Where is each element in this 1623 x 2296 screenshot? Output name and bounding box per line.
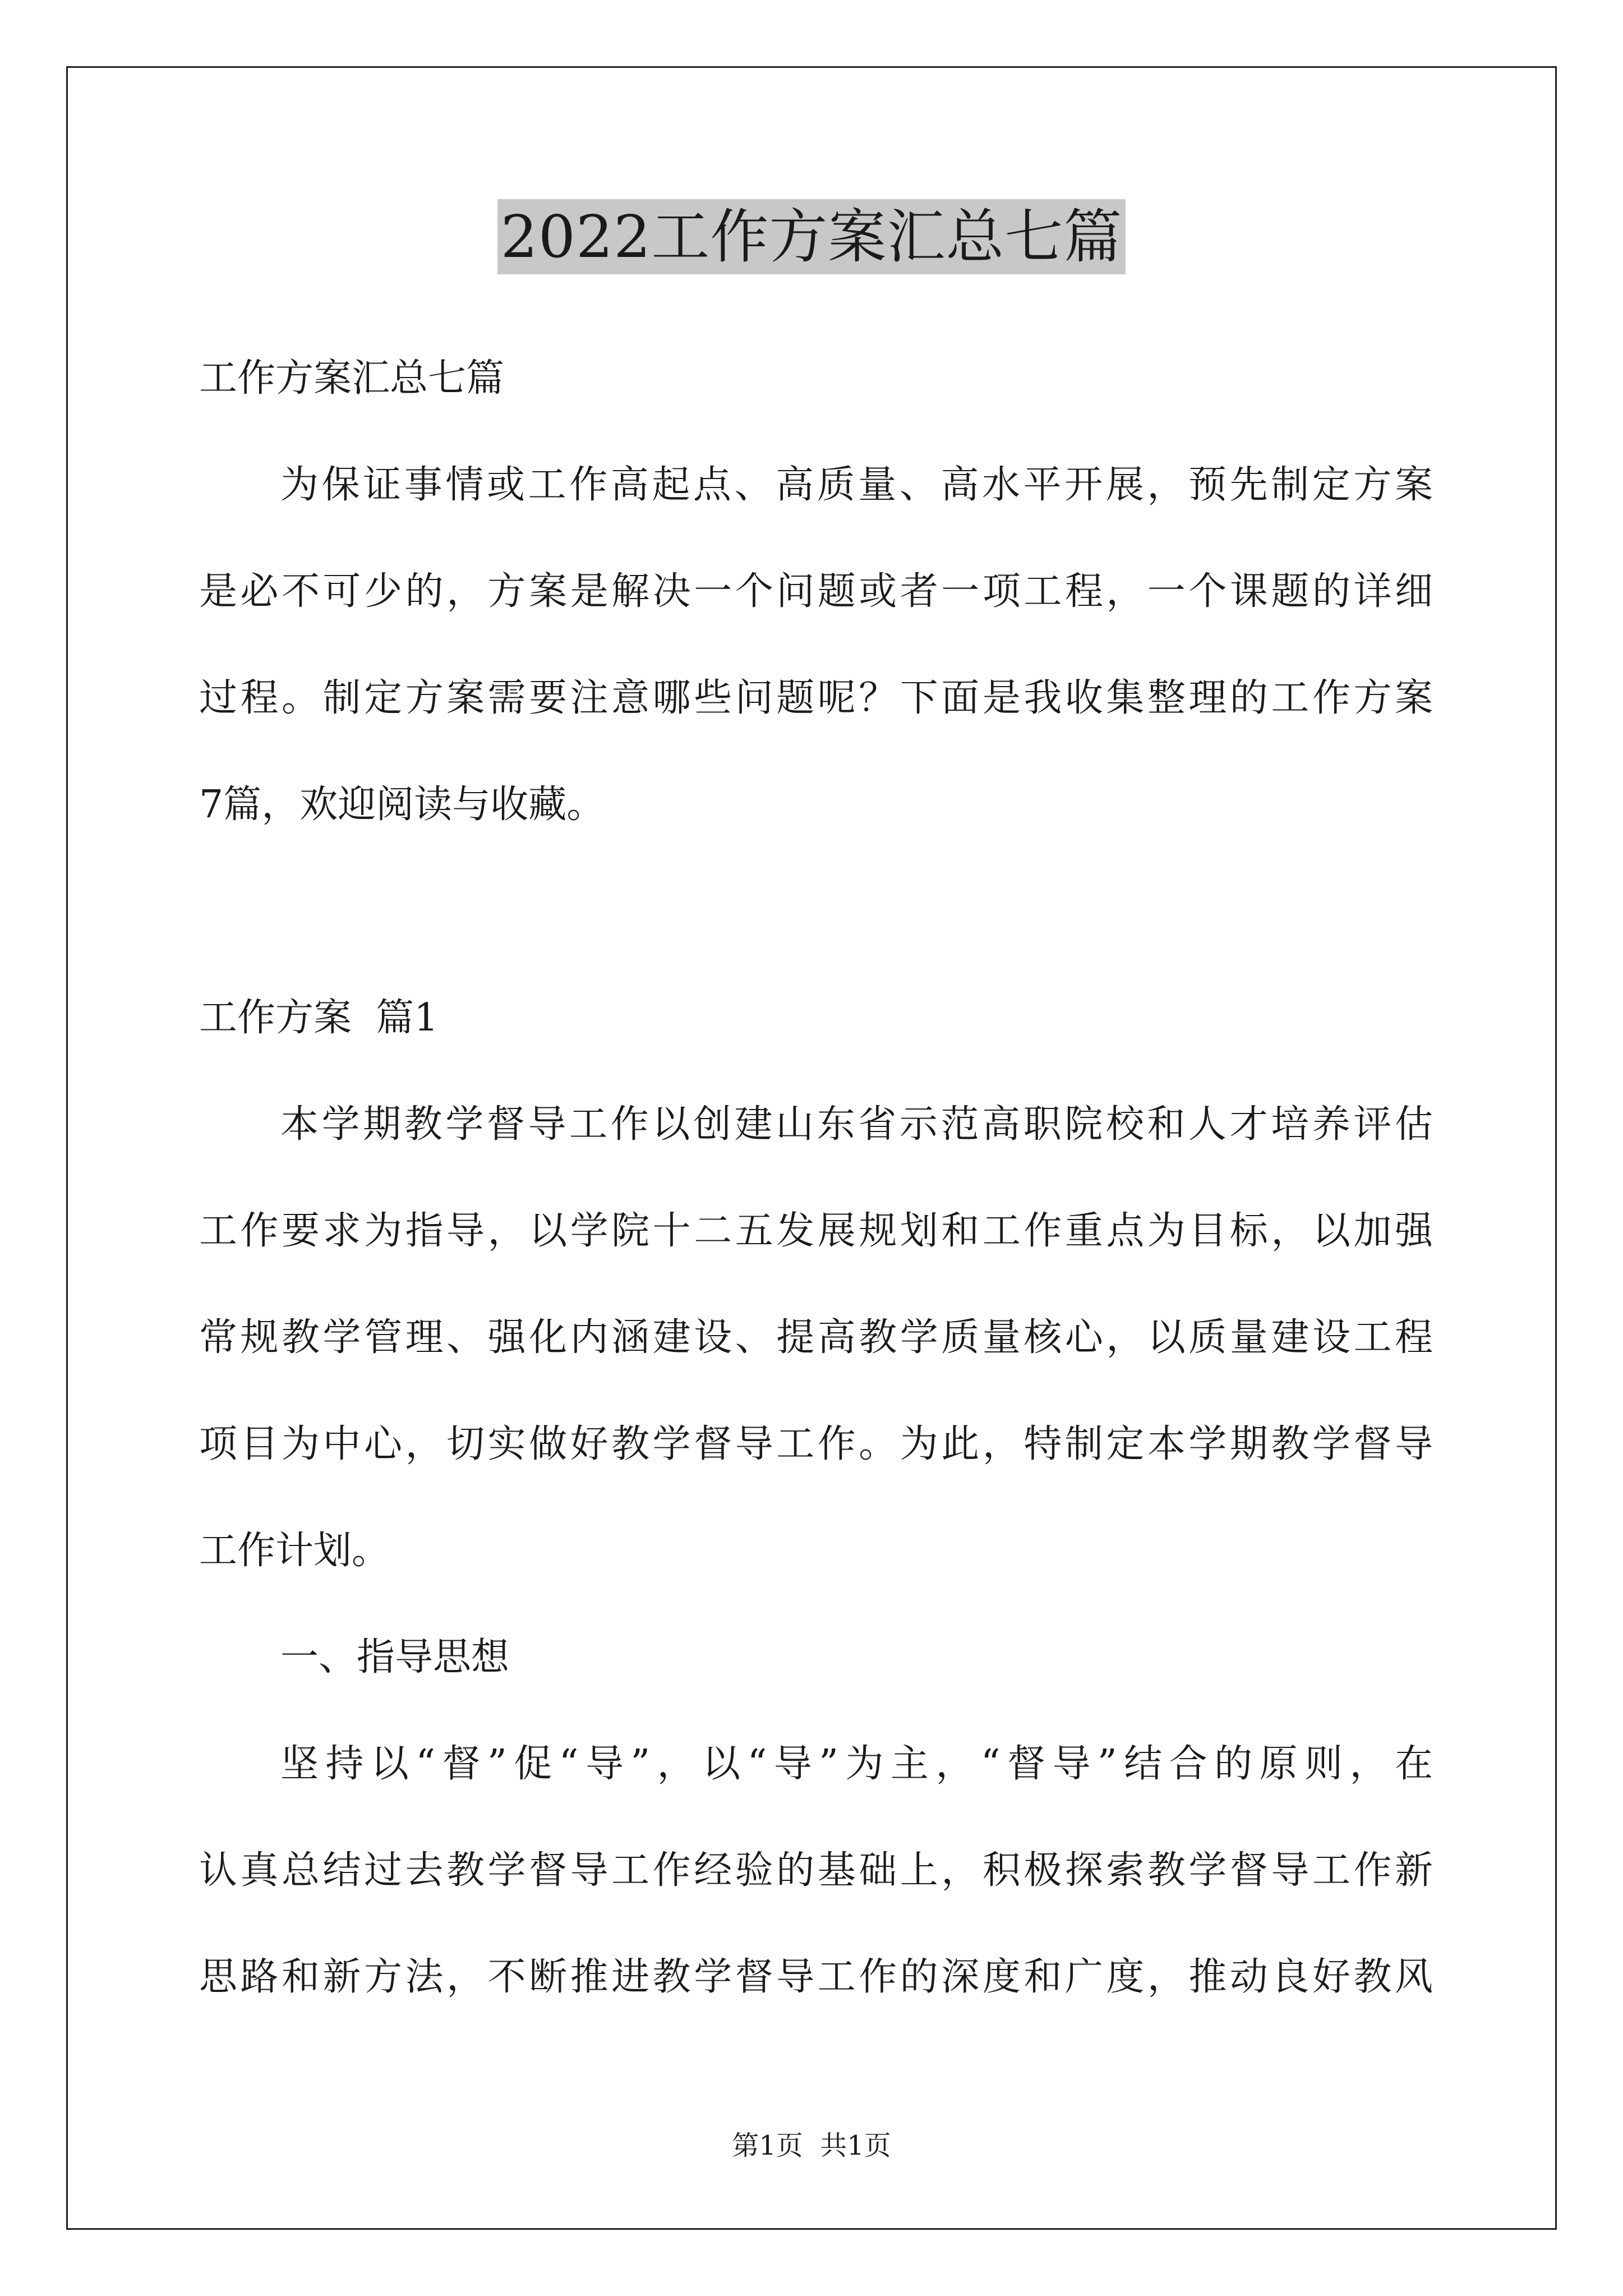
para1-line-5: 工作计划。 <box>199 1529 390 1573</box>
document-title: 2022工作方案汇总七篇 <box>497 199 1126 274</box>
section-heading-1: 工作方案 篇1 <box>199 996 439 1040</box>
para1-line-1: 本学期教学督导工作以创建山东省示范高职院校和人才培养评估 <box>280 1102 1433 1147</box>
subheading-guiding-thought: 一、指导思想 <box>280 1635 510 1680</box>
title-container <box>0 199 1623 274</box>
intro-line-3: 过程。制定方案需要注意哪些问题呢？下面是我收集整理的工作方案 <box>199 676 1433 720</box>
intro-line-4: 7篇，欢迎阅读与收藏。 <box>199 783 605 827</box>
intro-line-2: 是必不可少的，方案是解决一个问题或者一项工程，一个课题的详细 <box>199 569 1433 614</box>
intro-line-1: 为保证事情或工作高起点、高质量、高水平开展，预先制定方案 <box>280 463 1433 507</box>
page-footer: 第1页 共1页 <box>732 2130 891 2161</box>
para1-line-2: 工作要求为指导，以学院十二五发展规划和工作重点为目标，以加强 <box>199 1209 1433 1253</box>
para2-line-2: 认真总结过去教学督导工作经验的基础上，积极探索教学督导工作新 <box>199 1848 1433 1893</box>
document-subtitle: 工作方案汇总七篇 <box>199 356 505 401</box>
para2-line-3: 思路和新方法，不断推进教学督导工作的深度和广度，推动良好教风 <box>199 1955 1433 1999</box>
para1-line-4: 项目为中心，切实做好教学督导工作。为此，特制定本学期教学督导 <box>199 1422 1433 1466</box>
para1-line-3: 常规教学管理、强化内涵建设、提高教学质量核心，以质量建设工程 <box>199 1315 1433 1360</box>
para2-line-1: 坚持以“督”促“导”，以“导”为主，“督导”结合的原则，在 <box>280 1742 1433 1786</box>
